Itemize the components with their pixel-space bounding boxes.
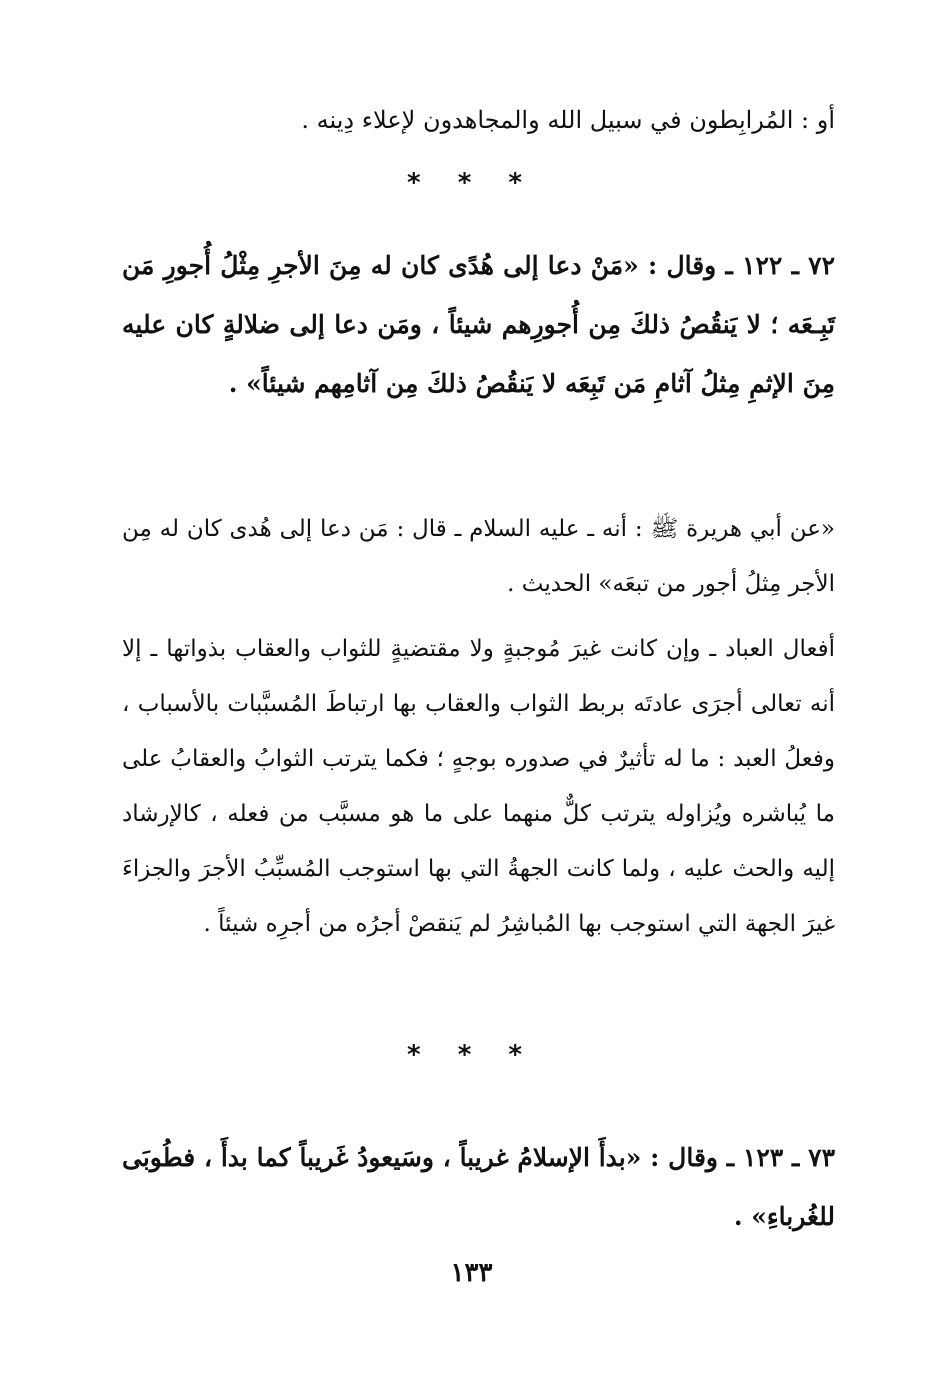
section-separator: * * * [407, 1040, 536, 1070]
commentary-body: أفعال العباد ـ وإن كانت غيرَ مُوجبةٍ ولا مقتضيةٍ للثواب والعقاب بذواتها ـ إلا أنه تعالى أجرَى عادتَه بربط الثواب والعقاب بها ارتباطَ المُسبَّبات بالأسباب ، وفعلُ العبد : ما له تأثيرٌ في صدوره بوجهٍ ؛ فكما يترتب الثوابُ والعقابُ على ما يُباشره ويُزاوله يترتب كلٌّ منهما على ما هو مسبَّب من فعله ، كالإرشاد إليه والحث عليه ، ولما كانت الجهةُ التي بها استوجب المُسبِّبُ الأجرَ والجزاءَ غيرَ الجهة التي استوجب بها المُباشِرُ لم يَنقصْ أجرُه من أجرِه شيئاً . [122, 636, 835, 937]
commentary-source: «عن أبي هريرة ﷺ : أنه ـ عليه السلام ـ قال : مَن دعا إلى هُدى كان له مِن الأجر مِثلُ أجور من تبعَه» الحديث . [122, 516, 835, 597]
hadith-72: ٧٢ ـ ١٢٢ ـ وقال : «مَنْ دعا إلى هُدًى كان له مِنَ الأجرِ مِثْلُ أُجورِ مَن تَبِـعَه ؛ لا يَنقُصُ ذلكَ مِن أُجورِهم شيئاً ، ومَن دعا إلى ضلالةٍ كان عليه مِنَ الإثمِ مِثلُ آثامِ مَن تَبِعَه لا يَنقُصُ ذلكَ مِن آثامِهم شيئاً» . [122, 251, 835, 398]
hadith-73: ٧٣ ـ ١٢٣ ـ وقال : «بدأَ الإسلامُ غريباً ، وسَيعودُ غَريباً كما بدأَ ، فطُوبَى للغُرباءِ» . [122, 1143, 836, 1231]
page-number: ١٣٣ [450, 1258, 493, 1288]
intro-line: أو : المُرابِطون في سبيل الله والمجاهدون لإعلاء دِينه . [301, 106, 835, 134]
section-separator: * * * [407, 168, 536, 198]
